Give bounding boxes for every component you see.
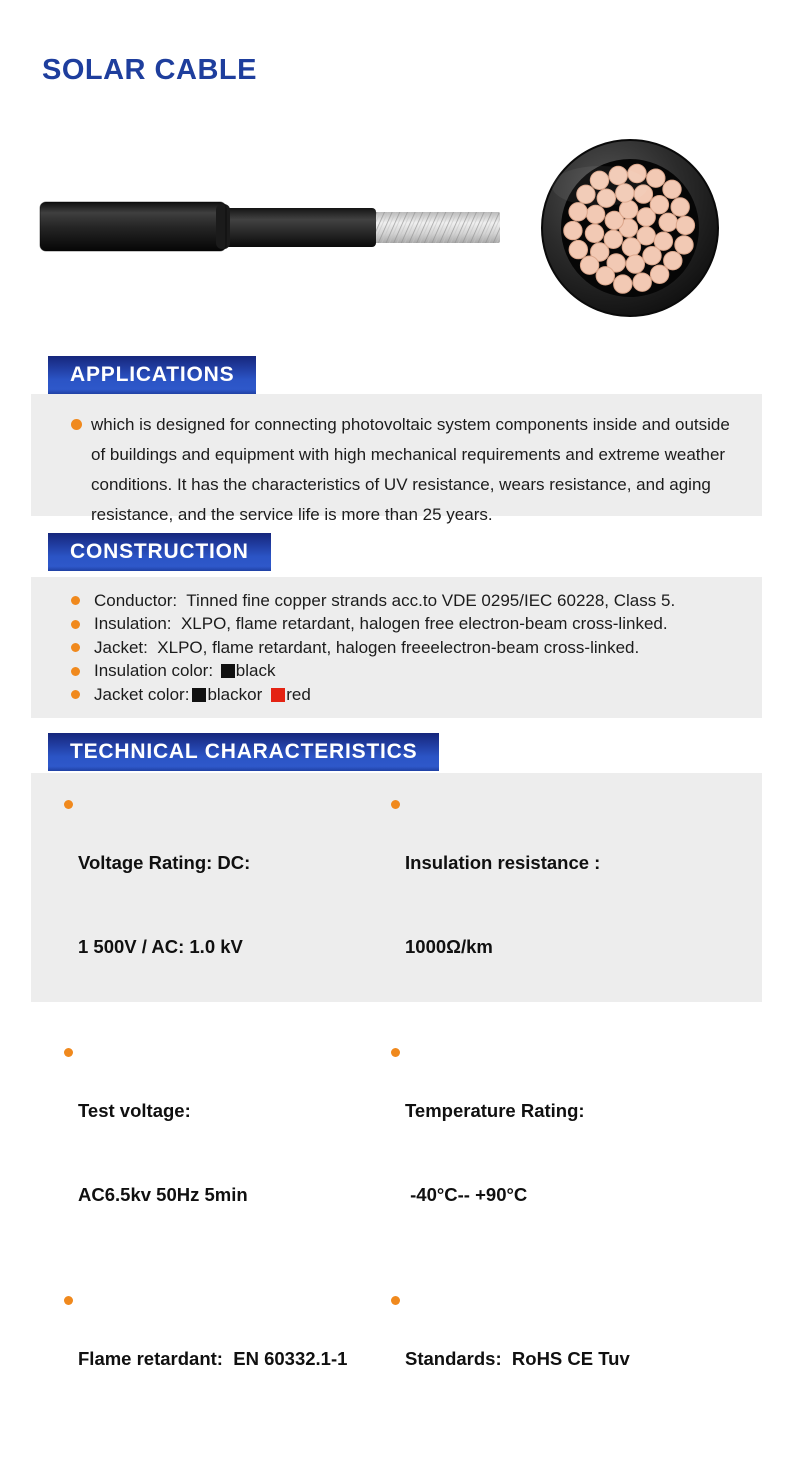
tech-label: Test voltage: [78,1100,191,1121]
color-name: blackor [207,684,263,704]
bullet-icon [71,620,80,629]
tech-label: Insulation resistance : [405,852,601,873]
construction-panel [31,577,762,718]
cable-conductor-segment [372,212,500,243]
tech-label: Flame retardant: EN 60332.1-1 [78,1348,348,1369]
bullet-icon [391,800,400,809]
red-swatch-icon [271,688,285,702]
color-name: black [235,661,276,681]
construction-item [71,636,752,660]
bullet-icon [71,643,80,652]
construction-color-item [71,683,752,707]
applications-panel [31,394,762,524]
cable-cross-section [542,140,718,316]
black-swatch-icon [192,688,206,702]
tech-label: Voltage Rating: DC: [78,852,251,873]
bullet-icon [71,667,80,676]
bullet-icon [71,419,82,430]
construction-item [71,589,752,613]
tech-item-insulation-resistance [391,793,762,1017]
tech-value: AC6.5kv 50Hz 5min [78,1184,248,1205]
bullet-icon [391,1048,400,1057]
tech-label: Temperature Rating: [405,1100,585,1121]
applications-heading: APPLICATIONS [48,356,256,394]
tech-value: 1 500V / AC: 1.0 kV [78,936,243,957]
construction-item-text: Conductor: Tinned fine copper strands acc.to VDE 0295/IEC 60228, Class 5. [94,590,676,610]
tech-value: 1000Ω/km [405,936,493,957]
cable-jacket-segment [40,202,230,251]
color-name: red [286,684,311,704]
color-label: Jacket color: [94,684,190,704]
technical-panel [31,773,762,1369]
tech-item-test-voltage [64,1041,391,1265]
black-swatch-icon [221,664,235,678]
bullet-icon [64,1296,73,1305]
color-label: Insulation color: [94,661,218,681]
bullet-icon [71,596,80,605]
bullet-icon [64,800,73,809]
construction-item-text: Insulation: XLPO, flame retardant, halogen free electron-beam cross-linked. [94,614,668,634]
tech-item-flame-retardant [64,1289,391,1457]
construction-item-text: Jacket: XLPO, flame retardant, halogen freeelectron-beam cross-linked. [94,637,640,657]
page-title: SOLAR CABLE [42,54,257,86]
technical-heading: TECHNICAL CHARACTERISTICS [48,733,439,771]
bullet-icon [391,1296,400,1305]
tech-label: Standards: RoHS CE Tuv [405,1348,630,1369]
tech-value: -40°C-- +90°C [405,1184,528,1205]
bullet-icon [71,690,80,699]
construction-heading: CONSTRUCTION [48,533,271,571]
tech-item-standards [391,1289,762,1457]
bullet-icon [64,1048,73,1057]
construction-color-item [71,660,752,684]
cable-insulation-segment [224,208,376,247]
cable-photo [0,128,790,333]
tech-item-temperature-rating [391,1041,762,1265]
construction-item [71,613,752,637]
applications-body: which is designed for connecting photovoltaic system components inside and outside of buildings and equipment with high mechanical requirements and extreme weather conditions. It has the characteristics of UV resistance, wears resistance, and aging resistance, and the service life is more than 25 years. [91,415,730,524]
tech-item-voltage-rating [64,793,391,1017]
